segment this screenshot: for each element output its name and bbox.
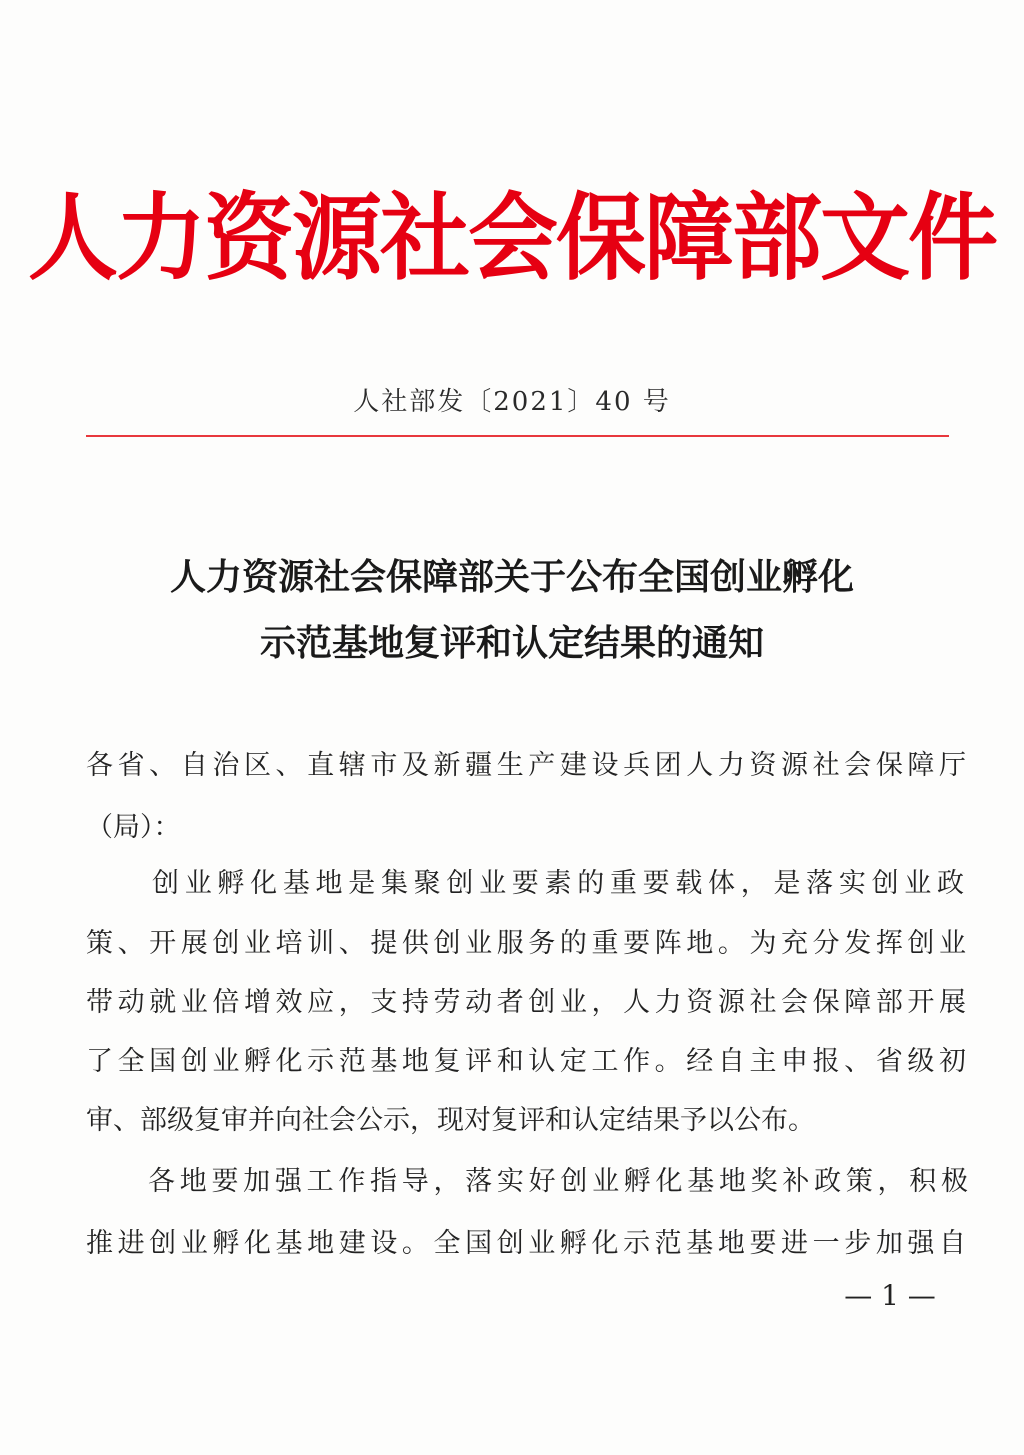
document-number: 人社部发〔2021〕40 号: [353, 387, 671, 417]
body-line-paragraph2-2: 推进创业孵化基地建设。全国创业孵化示范基地要进一步加强自: [86, 1228, 966, 1259]
body-line-paragraph1-1: 创业孵化基地是集聚创业要素的重要载体，是落实创业政: [152, 868, 964, 899]
body-line-addressee-end: （局）：: [86, 812, 181, 843]
issuer-banner: 人力资源社会保障部文件: [28, 182, 996, 294]
body-line-paragraph2-1: 各地要加强工作指导，落实好创业孵化基地奖补政策，积极: [148, 1166, 968, 1197]
red-divider-line: [86, 435, 949, 437]
notice-title-line-2: 示范基地复评和认定结果的通知: [259, 623, 764, 664]
body-line-paragraph1-4: 了全国创业孵化示范基地复评和认定工作。经自主申报、省级初: [86, 1046, 966, 1077]
body-line-paragraph1-5: 审、部级复审并向社会公示，现对复评和认定结果予以公布。: [86, 1105, 815, 1136]
body-line-paragraph1-3: 带动就业倍增效应，支持劳动者创业，人力资源社会保障部开展: [86, 987, 966, 1018]
notice-title-line-1: 人力资源社会保障部关于公布全国创业孵化: [169, 557, 854, 598]
body-line-paragraph1-2: 策、开展创业培训、提供创业服务的重要阵地。为充分发挥创业: [86, 928, 966, 959]
body-line-addressee: 各省、自治区、直辖市及新疆生产建设兵团人力资源社会保障厅: [86, 750, 966, 781]
page-number: — 1 —: [844, 1279, 936, 1312]
